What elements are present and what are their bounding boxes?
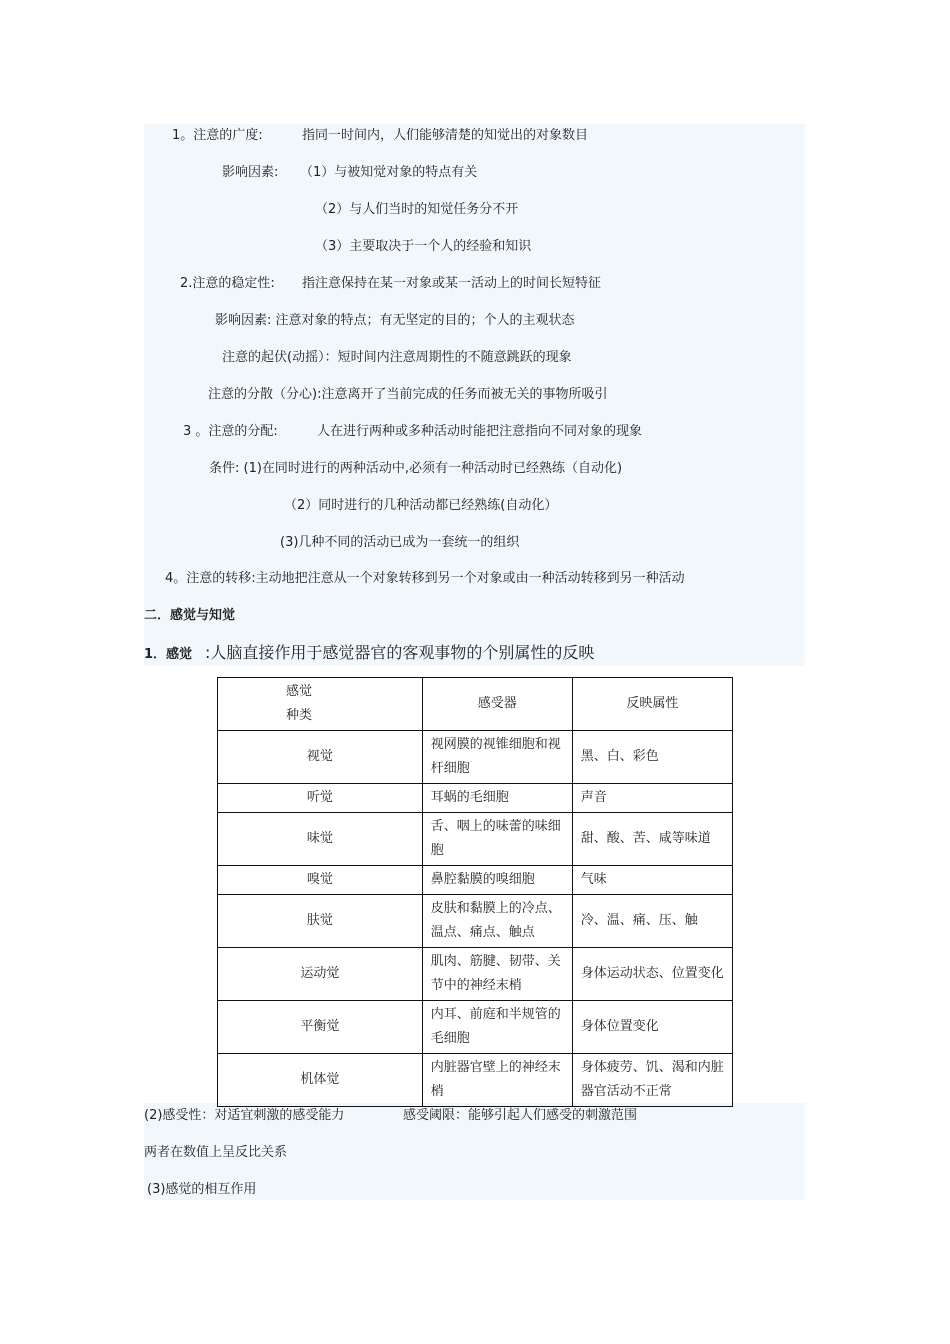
breadth-title: 1。注意的广度: — [172, 128, 263, 143]
distribution-definition: 人在进行两种或多种活动时能把注意指向不同对象的现象 — [317, 424, 643, 439]
breadth-definition: 指同一时间内，人们能够清楚的知觉出的对象数目 — [302, 128, 589, 143]
cell-attribute: 身体运动状态、位置变化 — [572, 948, 732, 1001]
cell-receptor: 肌肉、筋腱、韧带、关节中的神经末梢 — [422, 948, 572, 1001]
cell-receptor: 视网膜的视锥细胞和视杆细胞 — [422, 731, 572, 784]
header-attribute: 反映属性 — [572, 678, 732, 731]
table-row — [218, 784, 733, 813]
distraction-text: 注意的分散（分心):注意离开了当前完成的任务而被无关的事物所吸引 — [208, 387, 608, 402]
cell-sense-type: 运动觉 — [218, 948, 423, 1001]
cell-receptor: 舌、咽上的味蕾的味细胞 — [422, 813, 572, 866]
breadth-factor-3: （3）主要取决于一个人的经验和知识 — [315, 239, 532, 254]
table-row — [218, 731, 733, 784]
cell-attribute: 声音 — [572, 784, 732, 813]
cell-receptor: 耳蜗的毛细胞 — [422, 784, 572, 813]
interaction-text: (3)感觉的相互作用 — [147, 1182, 257, 1197]
cell-sense-type: 机体觉 — [218, 1054, 423, 1107]
cell-attribute: 身体位置变化 — [572, 1001, 732, 1054]
stability-title: 2.注意的稳定性: — [180, 276, 275, 291]
inverse-relation-text: 两者在数值上呈反比关系 — [144, 1145, 288, 1160]
threshold-text: 感受阈限：能够引起人们感受的刺激范围 — [403, 1108, 638, 1123]
table-row — [218, 1001, 733, 1054]
header-type: 感觉 种类 — [218, 678, 423, 731]
cell-attribute: 气味 — [572, 866, 732, 895]
table-row — [218, 1054, 733, 1107]
section-heading: 二．感觉与知觉 — [144, 608, 236, 623]
cell-attribute: 冷、温、痛、压、触 — [572, 895, 732, 948]
sensation-table — [217, 677, 733, 1107]
condition-3: (3)几种不同的活动已成为一套统一的组织 — [280, 535, 520, 550]
sensitivity-text: (2)感受性：对适宜刺激的感受能力 — [144, 1108, 345, 1123]
fluctuation-text: 注意的起伏(动摇）：短时间内注意周期性的不随意跳跃的现象 — [222, 350, 572, 365]
breadth-factors-label: 影响因素: — [222, 165, 279, 180]
cell-attribute: 甜、酸、苦、咸等味道 — [572, 813, 732, 866]
breadth-factor-2: （2）与人们当时的知觉任务分不开 — [315, 202, 519, 217]
cell-sense-type: 味觉 — [218, 813, 423, 866]
shift-text: 4。注意的转移:主动地把注意从一个对象转移到另一个对象或由一种活动转移到另一种活动 — [165, 571, 685, 586]
cell-attribute: 黑、白、彩色 — [572, 731, 732, 784]
cell-sense-type: 听觉 — [218, 784, 423, 813]
condition-1: 条件: (1)在同时进行的两种活动中,必须有一种活动时已经熟练（自动化) — [209, 461, 623, 476]
cell-attribute: 身体疲劳、饥、渴和内脏器官活动不正常 — [572, 1054, 732, 1107]
cell-sense-type: 肤觉 — [218, 895, 423, 948]
table-row — [218, 813, 733, 866]
table-header-row — [218, 678, 733, 731]
cell-receptor: 鼻腔黏膜的嗅细胞 — [422, 866, 572, 895]
cell-sense-type: 视觉 — [218, 731, 423, 784]
stability-definition: 指注意保持在某一对象或某一活动上的时间长短特征 — [302, 276, 602, 291]
sensation-definition: :人脑直接作用于感觉器官的客观事物的个别属性的反映 — [205, 643, 595, 662]
cell-sense-type: 嗅觉 — [218, 866, 423, 895]
table-row — [218, 866, 733, 895]
cell-receptor: 内耳、前庭和半规管的毛细胞 — [422, 1001, 572, 1054]
header-receptor: 感受器 — [422, 678, 572, 731]
breadth-factor-1: （1）与被知觉对象的特点有关 — [300, 165, 478, 180]
cell-receptor: 皮肤和黏膜上的冷点、温点、痛点、触点 — [422, 895, 572, 948]
sensation-number: 1．感觉 — [144, 647, 193, 662]
table-row — [218, 948, 733, 1001]
cell-receptor: 内脏器官壁上的神经末梢 — [422, 1054, 572, 1107]
stability-factors: 影响因素: 注意对象的特点；有无坚定的目的；个人的主观状态 — [215, 313, 575, 328]
table-row — [218, 895, 733, 948]
cell-sense-type: 平衡觉 — [218, 1001, 423, 1054]
condition-2: （2）同时进行的几种活动都已经熟练(自动化） — [284, 498, 558, 513]
distribution-title: 3 。注意的分配: — [183, 424, 278, 439]
